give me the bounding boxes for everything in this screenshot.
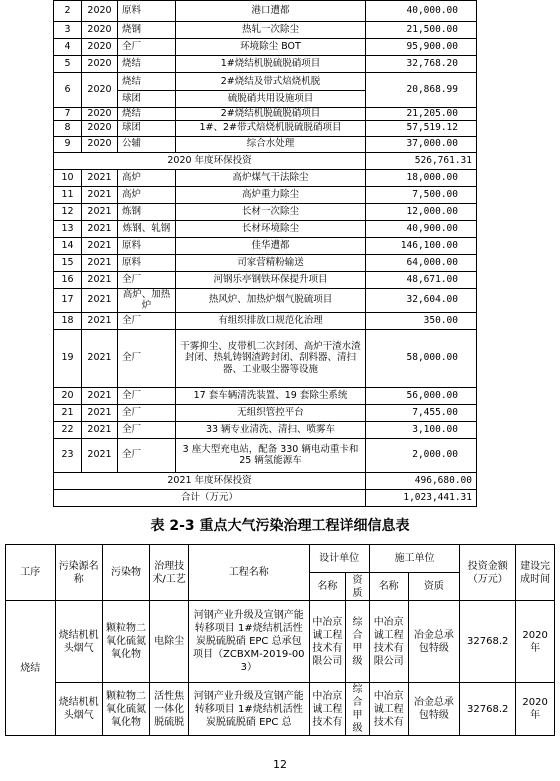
table-row <box>54 136 477 152</box>
row-project: 河钢乐亭钢铁环保提升项目 <box>176 271 366 288</box>
table-row <box>54 237 477 254</box>
row-amount: 40,000.00 <box>366 1 477 22</box>
row-year: 2021 <box>82 312 118 329</box>
row-project: 2#烧结机脱硫脱硝项目 <box>176 108 366 121</box>
table-row <box>54 203 477 220</box>
grand-total-label: 合计（万元） <box>54 489 366 506</box>
row-year: 2021 <box>82 203 118 220</box>
header-row <box>6 545 555 573</box>
row-amount: 18,000.00 <box>366 169 477 186</box>
row-process: 烧钢 <box>118 22 176 39</box>
row-project: 3 座大型充电站，配备 330 辆电动重卡和 25 辆氢能源车 <box>176 438 366 472</box>
row-process: 全厂 <box>118 312 176 329</box>
table-row <box>54 39 477 56</box>
row-project: 高炉煤气干法除尘 <box>176 169 366 186</box>
header-process: 工序 <box>6 545 56 601</box>
row-process: 全厂 <box>118 438 176 472</box>
row-year: 2021 <box>82 329 118 387</box>
design-qual-cell: 综合甲级 <box>346 683 370 736</box>
table-row <box>54 254 477 271</box>
row-project: 环境除尘 BOT <box>176 39 366 56</box>
row-number: 19 <box>54 329 82 387</box>
row-process: 烧结 <box>118 73 176 91</box>
row-process: 全厂 <box>118 329 176 387</box>
table-row <box>54 288 477 312</box>
header-build-unit: 施工单位 <box>369 545 459 573</box>
row-number: 13 <box>54 220 82 237</box>
build-qual-cell: 冶金总承包特级 <box>408 683 460 736</box>
row-process: 球团 <box>118 120 176 136</box>
row-year: 2021 <box>82 220 118 237</box>
row-project: 佳华遭都 <box>176 237 366 254</box>
row-process: 高炉 <box>118 169 176 186</box>
project-cell: 河钢产业升级及宣钢产能转移项目 1#烧结机活性炭脱硫脱硝 EPC 总承包项目（ZCBXM-2019-003） <box>188 601 309 683</box>
header-tech: 治理技术/工艺 <box>150 545 189 601</box>
row-process: 全厂 <box>118 387 176 404</box>
row-year: 2020 <box>82 108 118 121</box>
row-number: 3 <box>54 22 82 39</box>
row-amount: 95,900.00 <box>366 39 477 56</box>
row-process: 原料 <box>118 237 176 254</box>
row-amount: 56,000.00 <box>366 387 477 404</box>
pollutant-cell: 颗粒物二氧化硫氮氧化物 <box>102 683 149 736</box>
table-row <box>6 683 555 736</box>
row-amount: 48,671.00 <box>366 271 477 288</box>
source-cell: 烧结机机头烟气 <box>55 683 102 736</box>
subtotal-2021-amount: 496,680.00 <box>366 472 477 489</box>
row-number: 2 <box>54 1 82 22</box>
row-project: 高炉重力除尘 <box>176 186 366 203</box>
row-project: 干雾抑尘、皮带机二次封闭、高炉干渣水渣封闭、热轧铸钢渣跨封闭、刮料器、清扫器、工业吸尘器等设施 <box>176 329 366 387</box>
row-number: 14 <box>54 237 82 254</box>
table-row <box>54 186 477 203</box>
header-build-qual: 资质 <box>408 573 460 601</box>
amount-cell: 32768.2 <box>460 601 516 683</box>
row-amount: 32,604.00 <box>366 288 477 312</box>
row-number: 11 <box>54 186 82 203</box>
table-row <box>54 329 477 387</box>
done-cell: 2020 年 <box>516 683 555 736</box>
grand-total <box>54 489 477 506</box>
row-number: 17 <box>54 288 82 312</box>
row-process: 公辅 <box>118 136 176 152</box>
table-row <box>54 404 477 421</box>
header-source: 污染源名称 <box>55 545 102 601</box>
row-number: 21 <box>54 404 82 421</box>
build-qual-cell: 冶金总承包特级 <box>408 601 460 683</box>
row-project: 2#烧结及带式焙烧机脱 <box>176 73 366 91</box>
row-year: 2020 <box>82 56 118 73</box>
row-amount: 20,868.99 <box>366 73 477 108</box>
row-number: 23 <box>54 438 82 472</box>
row-number: 5 <box>54 56 82 73</box>
row-process: 烧结 <box>118 108 176 121</box>
row-process: 全厂 <box>118 421 176 438</box>
row-year: 2021 <box>82 288 118 312</box>
row-project: 综合水处理 <box>176 136 366 152</box>
row-year: 2021 <box>82 186 118 203</box>
row-amount: 37,000.00 <box>366 136 477 152</box>
row-process: 炼钢 <box>118 203 176 220</box>
subtotal-2020 <box>54 152 477 169</box>
row-project: 硫脱硝共用设施项目 <box>176 91 366 108</box>
header-build-name: 名称 <box>369 573 408 601</box>
row-project: 1#、2#带式焙烧机脱硫脱硝项目 <box>176 120 366 136</box>
row-project: 司家营精粉输送 <box>176 254 366 271</box>
build-name-cell: 中冶京诚工程技术有限公司 <box>369 601 408 683</box>
row-number: 7 <box>54 108 82 121</box>
row-year: 2020 <box>82 73 118 108</box>
row-amount: 7,500.00 <box>366 186 477 203</box>
subtotal-2021 <box>54 472 477 489</box>
row-amount: 2,000.00 <box>366 438 477 472</box>
row-year: 2021 <box>82 271 118 288</box>
row-amount: 350.00 <box>366 312 477 329</box>
row-number: 20 <box>54 387 82 404</box>
row-process: 炼钢、轧钢 <box>118 220 176 237</box>
row-amount: 21,500.00 <box>366 22 477 39</box>
row-process: 高炉、加热炉 <box>118 288 176 312</box>
design-name-cell: 中冶京诚工程技术有限公司 <box>309 601 346 683</box>
amount-cell: 32768.2 <box>460 683 516 736</box>
grand-total-amount: 1,023,441.31 <box>366 489 477 506</box>
header-project: 工程名称 <box>188 545 309 601</box>
table-row <box>54 271 477 288</box>
table-row <box>54 120 477 136</box>
page-number: 12 <box>273 758 287 771</box>
table-row <box>54 73 477 91</box>
table-row <box>54 1 477 22</box>
row-year: 2021 <box>82 169 118 186</box>
header-amount: 投资金额（万元） <box>460 545 516 601</box>
row-amount: 40,900.00 <box>366 220 477 237</box>
header-design-name: 名称 <box>309 573 346 601</box>
row-amount: 7,455.00 <box>366 404 477 421</box>
row-process: 原料 <box>118 1 176 22</box>
row-number: 12 <box>54 203 82 220</box>
row-number: 15 <box>54 254 82 271</box>
header-design-qual: 资质 <box>346 573 370 601</box>
row-year: 2021 <box>82 387 118 404</box>
pollutant-cell: 颗粒物二氧化硫氮氧化物 <box>102 601 149 683</box>
row-process: 全厂 <box>118 39 176 56</box>
investment-table <box>53 0 477 507</box>
build-name-cell: 中冶京诚工程技术有 <box>369 683 408 736</box>
source-cell: 烧结机机头烟气 <box>55 601 102 683</box>
table-row <box>54 312 477 329</box>
subtotal-2020-label: 2020 年度环保投资 <box>54 152 366 169</box>
process-cell: 烧结 <box>6 601 56 736</box>
row-project: 有组织排放口规范化治理 <box>176 312 366 329</box>
table-row <box>54 169 477 186</box>
row-number: 22 <box>54 421 82 438</box>
row-process: 全厂 <box>118 404 176 421</box>
row-number: 9 <box>54 136 82 152</box>
detail-table <box>5 544 555 736</box>
row-year: 2020 <box>82 120 118 136</box>
table-caption: 表 2-3 重点大气污染治理工程详细信息表 <box>150 518 410 534</box>
row-process: 全厂 <box>118 271 176 288</box>
row-amount: 3,100.00 <box>366 421 477 438</box>
table-row <box>54 108 477 121</box>
row-number: 4 <box>54 39 82 56</box>
row-year: 2020 <box>82 1 118 22</box>
row-project: 长材环境除尘 <box>176 220 366 237</box>
row-year: 2021 <box>82 438 118 472</box>
done-cell: 2020 年 <box>516 601 555 683</box>
row-project: 33 辆专业清洗、清扫、喷雾车 <box>176 421 366 438</box>
row-amount: 21,205.00 <box>366 108 477 121</box>
subtotal-2020-amount: 526,761.31 <box>366 152 477 169</box>
row-number: 16 <box>54 271 82 288</box>
row-amount: 146,100.00 <box>366 237 477 254</box>
row-process: 烧结 <box>118 56 176 73</box>
row-number: 18 <box>54 312 82 329</box>
row-amount: 58,000.00 <box>366 329 477 387</box>
row-project: 热风炉、加热炉烟气脱硫项目 <box>176 288 366 312</box>
row-year: 2020 <box>82 39 118 56</box>
row-project: 1#烧结机脱硫脱硝项目 <box>176 56 366 73</box>
design-name-cell: 中冶京诚工程技术有 <box>309 683 346 736</box>
header-pollutant: 污染物 <box>102 545 149 601</box>
row-amount: 32,768.20 <box>366 56 477 73</box>
tech-cell: 电除尘 <box>150 601 189 683</box>
table-row <box>54 22 477 39</box>
row-year: 2021 <box>82 404 118 421</box>
row-year: 2020 <box>82 22 118 39</box>
row-project: 长材一次除尘 <box>176 203 366 220</box>
row-project: 17 套车辆清洗装置、19 套除尘系统 <box>176 387 366 404</box>
table-row <box>54 220 477 237</box>
row-project: 热轧一次除尘 <box>176 22 366 39</box>
row-amount: 57,519.12 <box>366 120 477 136</box>
row-year: 2021 <box>82 237 118 254</box>
row-number: 8 <box>54 120 82 136</box>
row-project: 港口遭都 <box>176 1 366 22</box>
row-process: 原料 <box>118 254 176 271</box>
table-row <box>6 601 555 683</box>
row-year: 2020 <box>82 136 118 152</box>
row-process: 球团 <box>118 91 176 108</box>
project-cell: 河钢产业升级及宣钢产能转移项目 1#烧结机活性炭脱硫脱硝 EPC 总 <box>188 683 309 736</box>
header-design-unit: 设计单位 <box>309 545 369 573</box>
row-process: 高炉 <box>118 186 176 203</box>
row-number: 6 <box>54 73 82 108</box>
design-qual-cell: 综合甲级 <box>346 601 370 683</box>
table-row <box>54 387 477 404</box>
row-amount: 12,000.00 <box>366 203 477 220</box>
tech-cell: 活性焦一体化脱硫脱 <box>150 683 189 736</box>
row-project: 无组织管控平台 <box>176 404 366 421</box>
row-year: 2021 <box>82 421 118 438</box>
table-row <box>54 56 477 73</box>
table-row <box>54 438 477 472</box>
table-row <box>54 421 477 438</box>
header-done: 建设完成时间 <box>516 545 555 601</box>
row-year: 2021 <box>82 254 118 271</box>
subtotal-2021-label: 2021 年度环保投资 <box>54 472 366 489</box>
row-amount: 64,000.00 <box>366 254 477 271</box>
row-number: 10 <box>54 169 82 186</box>
